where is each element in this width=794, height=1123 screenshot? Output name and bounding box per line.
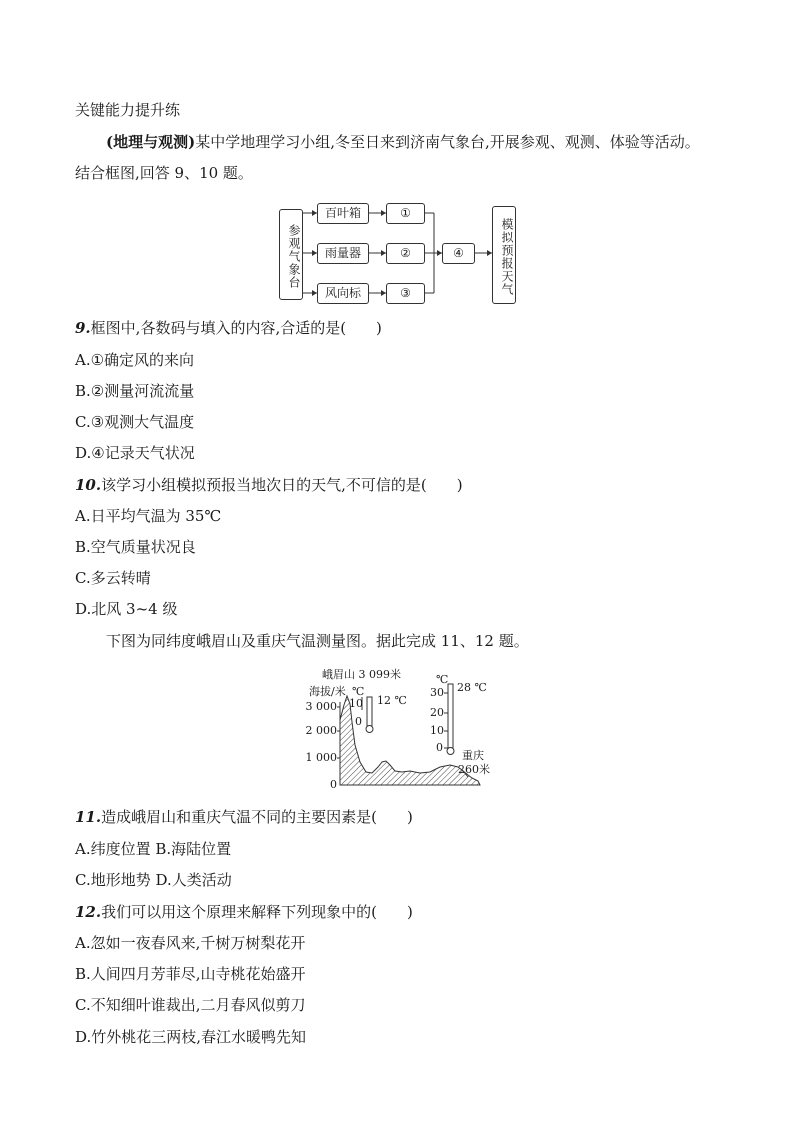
q9-option-c: C.③观测大气温度 [75,413,195,431]
y-tick-1000: 1 000 [305,751,337,764]
q12-text: 我们可以用这个原理来解释下列现象中的( ) [101,903,413,921]
q11-options-ab: A.纬度位置 B.海陆位置 [75,840,232,858]
emei-peak-label: 峨眉山 3 099米 [322,668,401,681]
q10-option-c: C.多云转晴 [75,569,151,587]
q11-text: 造成峨眉山和重庆气温不同的主要因素是( ) [101,808,413,826]
therm2-tick-20: 20 [430,706,444,719]
thermometer-chongqing [448,684,453,748]
therm2-tick-30: 30 [430,686,444,699]
flow-output-3: ③ [386,283,425,304]
q12-stem [75,902,413,922]
flow-instrument-wind-vane: 风向标 [317,283,369,304]
q12-option-a: A.忽如一夜春风来,千树万树梨花开 [75,934,306,952]
q11-number: 11. [75,808,102,826]
q10-option-b: B.空气质量状况良 [75,538,196,556]
figure-intro: 下图为同纬度峨眉山及重庆气温测量图。据此完成 11、12 题。 [106,632,529,650]
q12-option-d: D.竹外桃花三两枝,春江水暖鸭先知 [75,1028,307,1046]
q9-option-a: A.①确定风的来向 [75,351,195,369]
therm2-reading: 28 ℃ [457,681,487,694]
flow-merge-box: ④ [442,243,475,264]
q12-option-c: C.不知细叶谁裁出,二月春风似剪刀 [75,996,306,1014]
therm2-tick-10: 10 [430,724,444,737]
intro-topic: (地理与观测) [106,133,196,151]
q10-number: 10. [75,476,102,494]
q10-option-a: A.日平均气温为 35℃ [75,507,222,525]
q12-option-b: B.人间四月芳菲尽,山寺桃花始盛开 [75,965,306,983]
section-title: 关键能力提升练 [75,101,181,119]
thermometer-emei-bulb [366,726,373,733]
altitude-axis-title: 海拔/米 [309,685,346,698]
q9-option-b: B.②测量河流流量 [75,382,195,400]
y-tick-2000: 2 000 [305,724,337,737]
therm1-reading: 12 ℃ [377,694,407,707]
thermometer-chongqing-bulb [447,748,454,755]
therm2-unit: ℃ [436,673,449,686]
flow-instrument-rain-gauge: 雨量器 [317,243,369,264]
thermometer-emei [367,697,372,727]
flow-output-1: ① [386,203,425,224]
flow-output-2: ② [386,243,425,264]
q11-options-cd: C.地形地势 D.人类活动 [75,871,232,889]
q10-option-d: D.北风 3~4 级 [75,600,178,618]
flow-start-box: 参观气象台 [279,209,303,300]
therm1-tick-10: 10 [349,697,363,710]
flow-instrument-louver-box: 百叶箱 [317,203,369,224]
intro-text: 某中学地理学习小组,冬至日来到济南气象台,开展参观、观测、体验等活动。 [195,133,700,151]
q9-number: 9. [75,319,91,337]
therm2-tick-0: 0 [436,741,443,754]
therm1-tick-0: 0 [355,715,362,728]
q9-option-d: D.④记录天气状况 [75,444,195,462]
therm1-unit: ℃ [352,685,365,698]
flow-end-box: 模拟预报天气 [492,206,516,304]
q10-text: 该学习小组模拟预报当地次日的天气,不可信的是( ) [101,476,463,494]
intro-line-2: 结合框图,回答 9、10 题。 [75,164,253,182]
q12-number: 12. [75,903,102,921]
y-tick-3000: 3 000 [305,700,337,713]
chongqing-altitude: 260米 [458,763,490,776]
q11-stem [75,807,413,827]
q9-text: 框图中,各数码与填入的内容,合适的是( ) [90,319,382,337]
chongqing-label: 重庆 [462,749,484,762]
y-tick-0: 0 [330,778,337,791]
